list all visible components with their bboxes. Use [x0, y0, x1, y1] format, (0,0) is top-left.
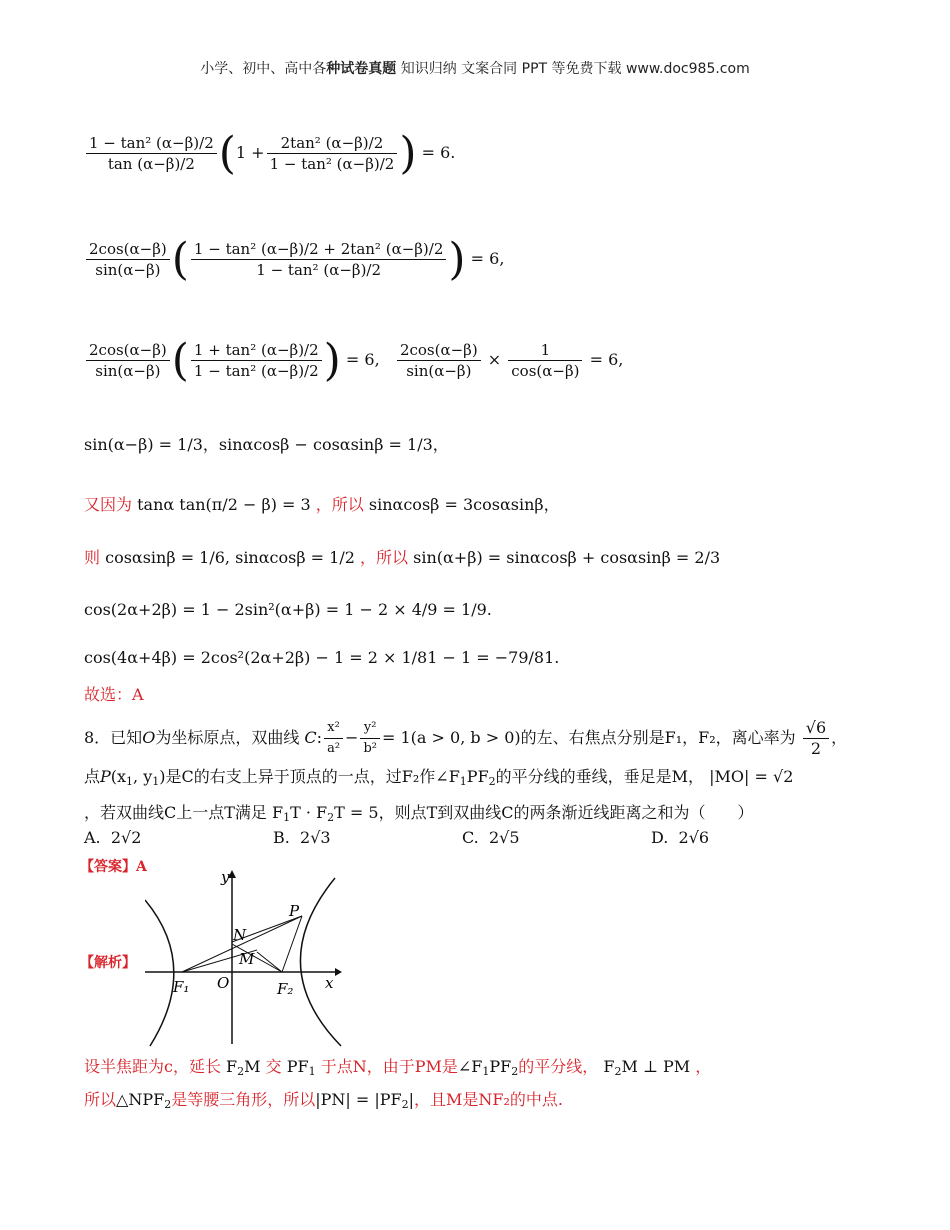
page-header: 小学、初中、高中各种试卷真题 知识归纳 文案合同 PPT 等免费下载 www.doc985.com [200, 61, 750, 77]
solution-line1: 设半焦距为c，延长 $F_2M$ 交 $PF_1$ 于点N，由于PM是$\angle F_1PF_2$的平分线， $F_2M$ ⊥ PM ， [84, 1057, 712, 1078]
label-m: M [239, 950, 255, 968]
step-cos2: cos(2α+2β) = 1 − 2sin²(α+β) = 1 − 2 × 4/9 = 1/9. [84, 600, 492, 619]
step-3: $\frac{2\cos(\alpha-\beta)}{\sin(\alpha-\beta)}$ ( $\frac{\text{1 + tan² (α−β)/2}}{\text{1 − tan² (α−β)/2}}$ ) = 6, $\frac{2\cos(\alpha-\beta)}{\sin(\alpha-\beta)}$ × $\frac{1}{\cos(\alpha-\beta)}$ = 6, [84, 335, 623, 386]
label-p: P [289, 902, 300, 920]
option-c: C. 2√5 [462, 828, 520, 847]
step-1: $\frac{\text{1 − tan² (α−β)/2}}{\tan (\alpha-\beta)/2}$ (1 + $\frac{\text{2tan² (α−β)/2}}{\text{1 − tan² (α−β)/2}}$ ) = 6. [84, 128, 455, 179]
label-f2: F₂ [277, 980, 294, 998]
step-youyin: 又因为 tanα tan(π/2 − β) = 3 ，所以 sinαcosβ = 3cosαsinβ， [84, 495, 560, 514]
answer-line: 故选：A [84, 685, 144, 704]
option-b: B. 2√3 [273, 828, 331, 847]
label-n: N [233, 926, 247, 944]
q8-line2: 点$P(x_1$, $y_1$)是C的右支上异于顶点的一点，过F₂作$\angle F_1PF_2$的平分线的垂线，垂足是M， |MO| = √2 [84, 767, 794, 788]
solution-line2: 所以$\triangle NPF_2$是等腰三角形，所以$|PN| = |PF_2|$，且M是NF₂的中点. [84, 1090, 563, 1111]
label-f1: F₁ [173, 978, 190, 996]
q8-line1: 8．已知O为坐标原点，双曲线 C: $\frac{\text{x²}}{\text{a²}}$ − $\frac{\text{y²}}{\text{b²}}$ = 1(a > 0, b > 0)的左、右焦点分别是F₁，F₂，离心率为 $\frac{√6}{2}$ ， [84, 718, 848, 758]
header-site[interactable]: www.doc985.com [625, 61, 750, 77]
analysis-tag: 【解析】 [80, 955, 136, 971]
label-x: x [325, 974, 334, 992]
step-cos4: cos(4α+4β) = 2cos²(2α+2β) − 1 = 2 × 1/81 − 1 = −79/81. [84, 648, 560, 667]
option-a: A. 2√2 [84, 828, 142, 847]
label-o: O [217, 974, 230, 992]
label-y: y [221, 868, 230, 886]
q8-line3: ，若双曲线C上一点T满足 $F_1T \cdot F_2T = 5$，则点T到双曲线C的两条渐近线距离之和为（ ） [84, 803, 754, 824]
step-ze: 则 cosαsinβ = 1/6, sinαcosβ = 1/2 ，所以 sin(α+β) = sinαcosβ + cosαsinβ = 2/3 [84, 548, 721, 567]
option-d: D. 2√6 [651, 828, 710, 847]
step-2: $\frac{2\cos(\alpha-\beta)}{\sin(\alpha-\beta)}$ ( $\frac{\text{1 − tan² (α−β)/2 + 2tan² (α−β)/2}}{\text{1 − tan² (α−β)/2}}$ ) = 6, [84, 234, 504, 285]
step-sin: sin(α−β) = 1/3，sinαcosβ − cosαsinβ = 1/3， [84, 435, 449, 454]
answer-tag: 【答案】A [80, 859, 147, 875]
hyperbola-figure [145, 868, 350, 1048]
